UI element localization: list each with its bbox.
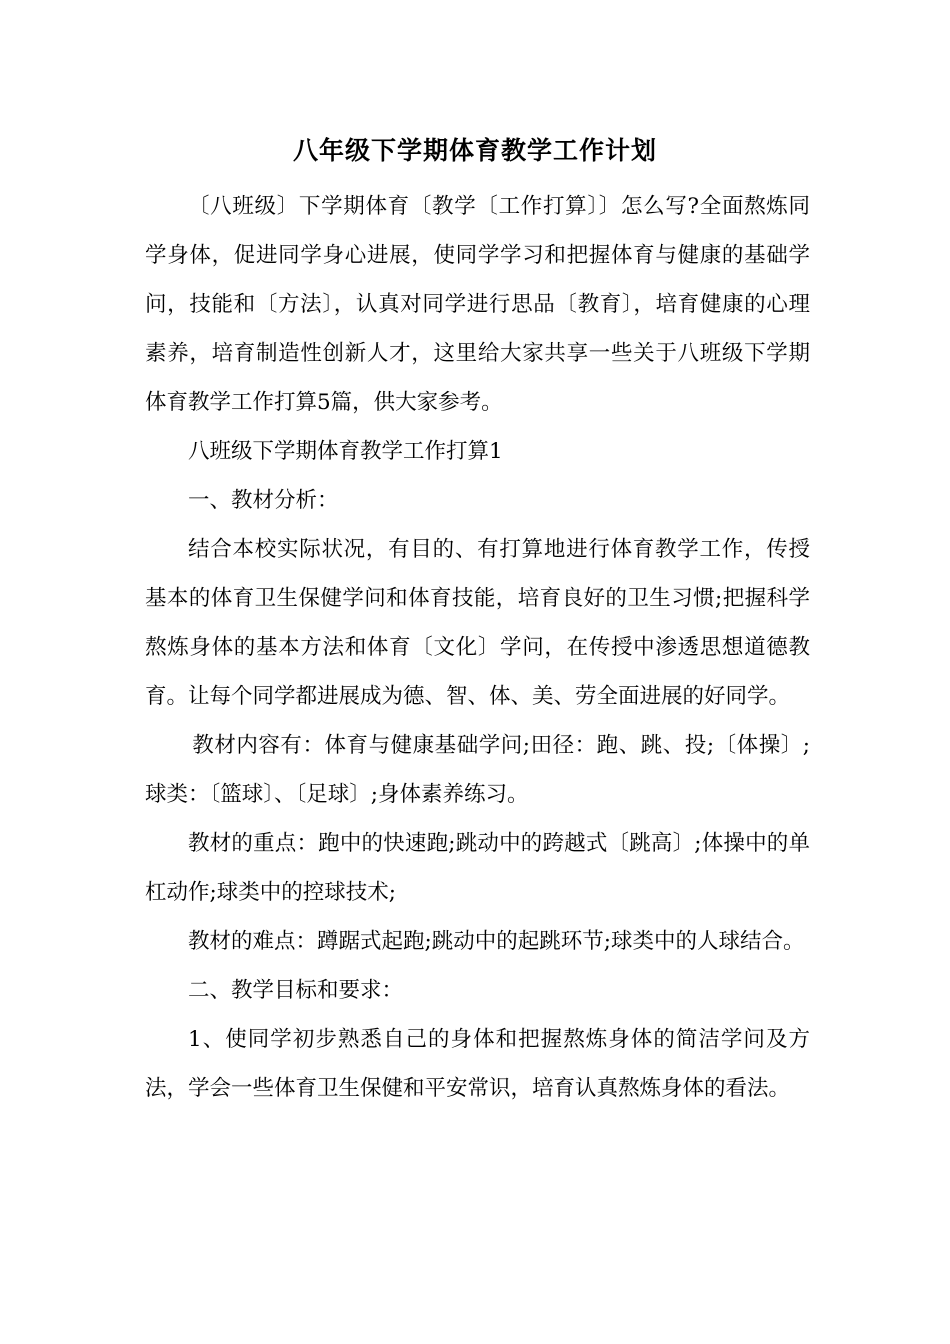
section-heading-goals: 二、教学目标和要求： bbox=[188, 978, 404, 1003]
material-analysis-paragraph: 结合本校实际状况，有目的、有打算地进行体育教学工作，传授基本的体育卫生保健学问和体育技能，培育良好的卫生习惯;把握科学熬炼身体的基本方法和体育〔文化〕学问，在传授中渗透思想道德教育。让每个同学都进展成为德、智、体、美、劳全面进展的好同学。 bbox=[145, 537, 810, 709]
section-heading-plan-1: 八班级下学期体育教学工作打算1 bbox=[188, 439, 503, 464]
section-heading-material-analysis: 一、教材分析： bbox=[188, 488, 339, 513]
document-body bbox=[145, 182, 810, 1113]
document-title: 八年级下学期体育教学工作计划 bbox=[292, 136, 657, 165]
intro-paragraph: 〔八班级〕下学期体育〔教学〔工作打算〕〕怎么写?全面熬炼同学身体，促进同学身心进展，使同学学习和把握体育与健康的基础学问，技能和〔方法〕，认真对同学进行思品〔教育〕，培育健康的心理素养，培育制造性创新人才，这里给大家共享一些关于八班级下学期体育教学工作打算5篇，供大家参考。 bbox=[145, 194, 810, 415]
goal-item-1-paragraph: 1、使同学初步熟悉自己的身体和把握熬炼身体的简洁学问及方法，学会一些体育卫生保健和平安常识，培育认真熬炼身体的看法。 bbox=[145, 1027, 810, 1101]
material-difficulties-paragraph: 教材的难点：蹲踞式起跑;跳动中的起跳环节;球类中的人球结合。 bbox=[188, 929, 805, 954]
material-content-paragraph: 教材内容有：体育与健康基础学问;田径：跑、跳、投;〔体操〕;球类：〔篮球〕、〔足球〕;身体素养练习。 bbox=[145, 733, 810, 807]
material-key-points-paragraph: 教材的重点：跑中的快速跑;跳动中的跨越式〔跳高〕;体操中的单杠动作;球类中的控球技术; bbox=[145, 831, 810, 905]
